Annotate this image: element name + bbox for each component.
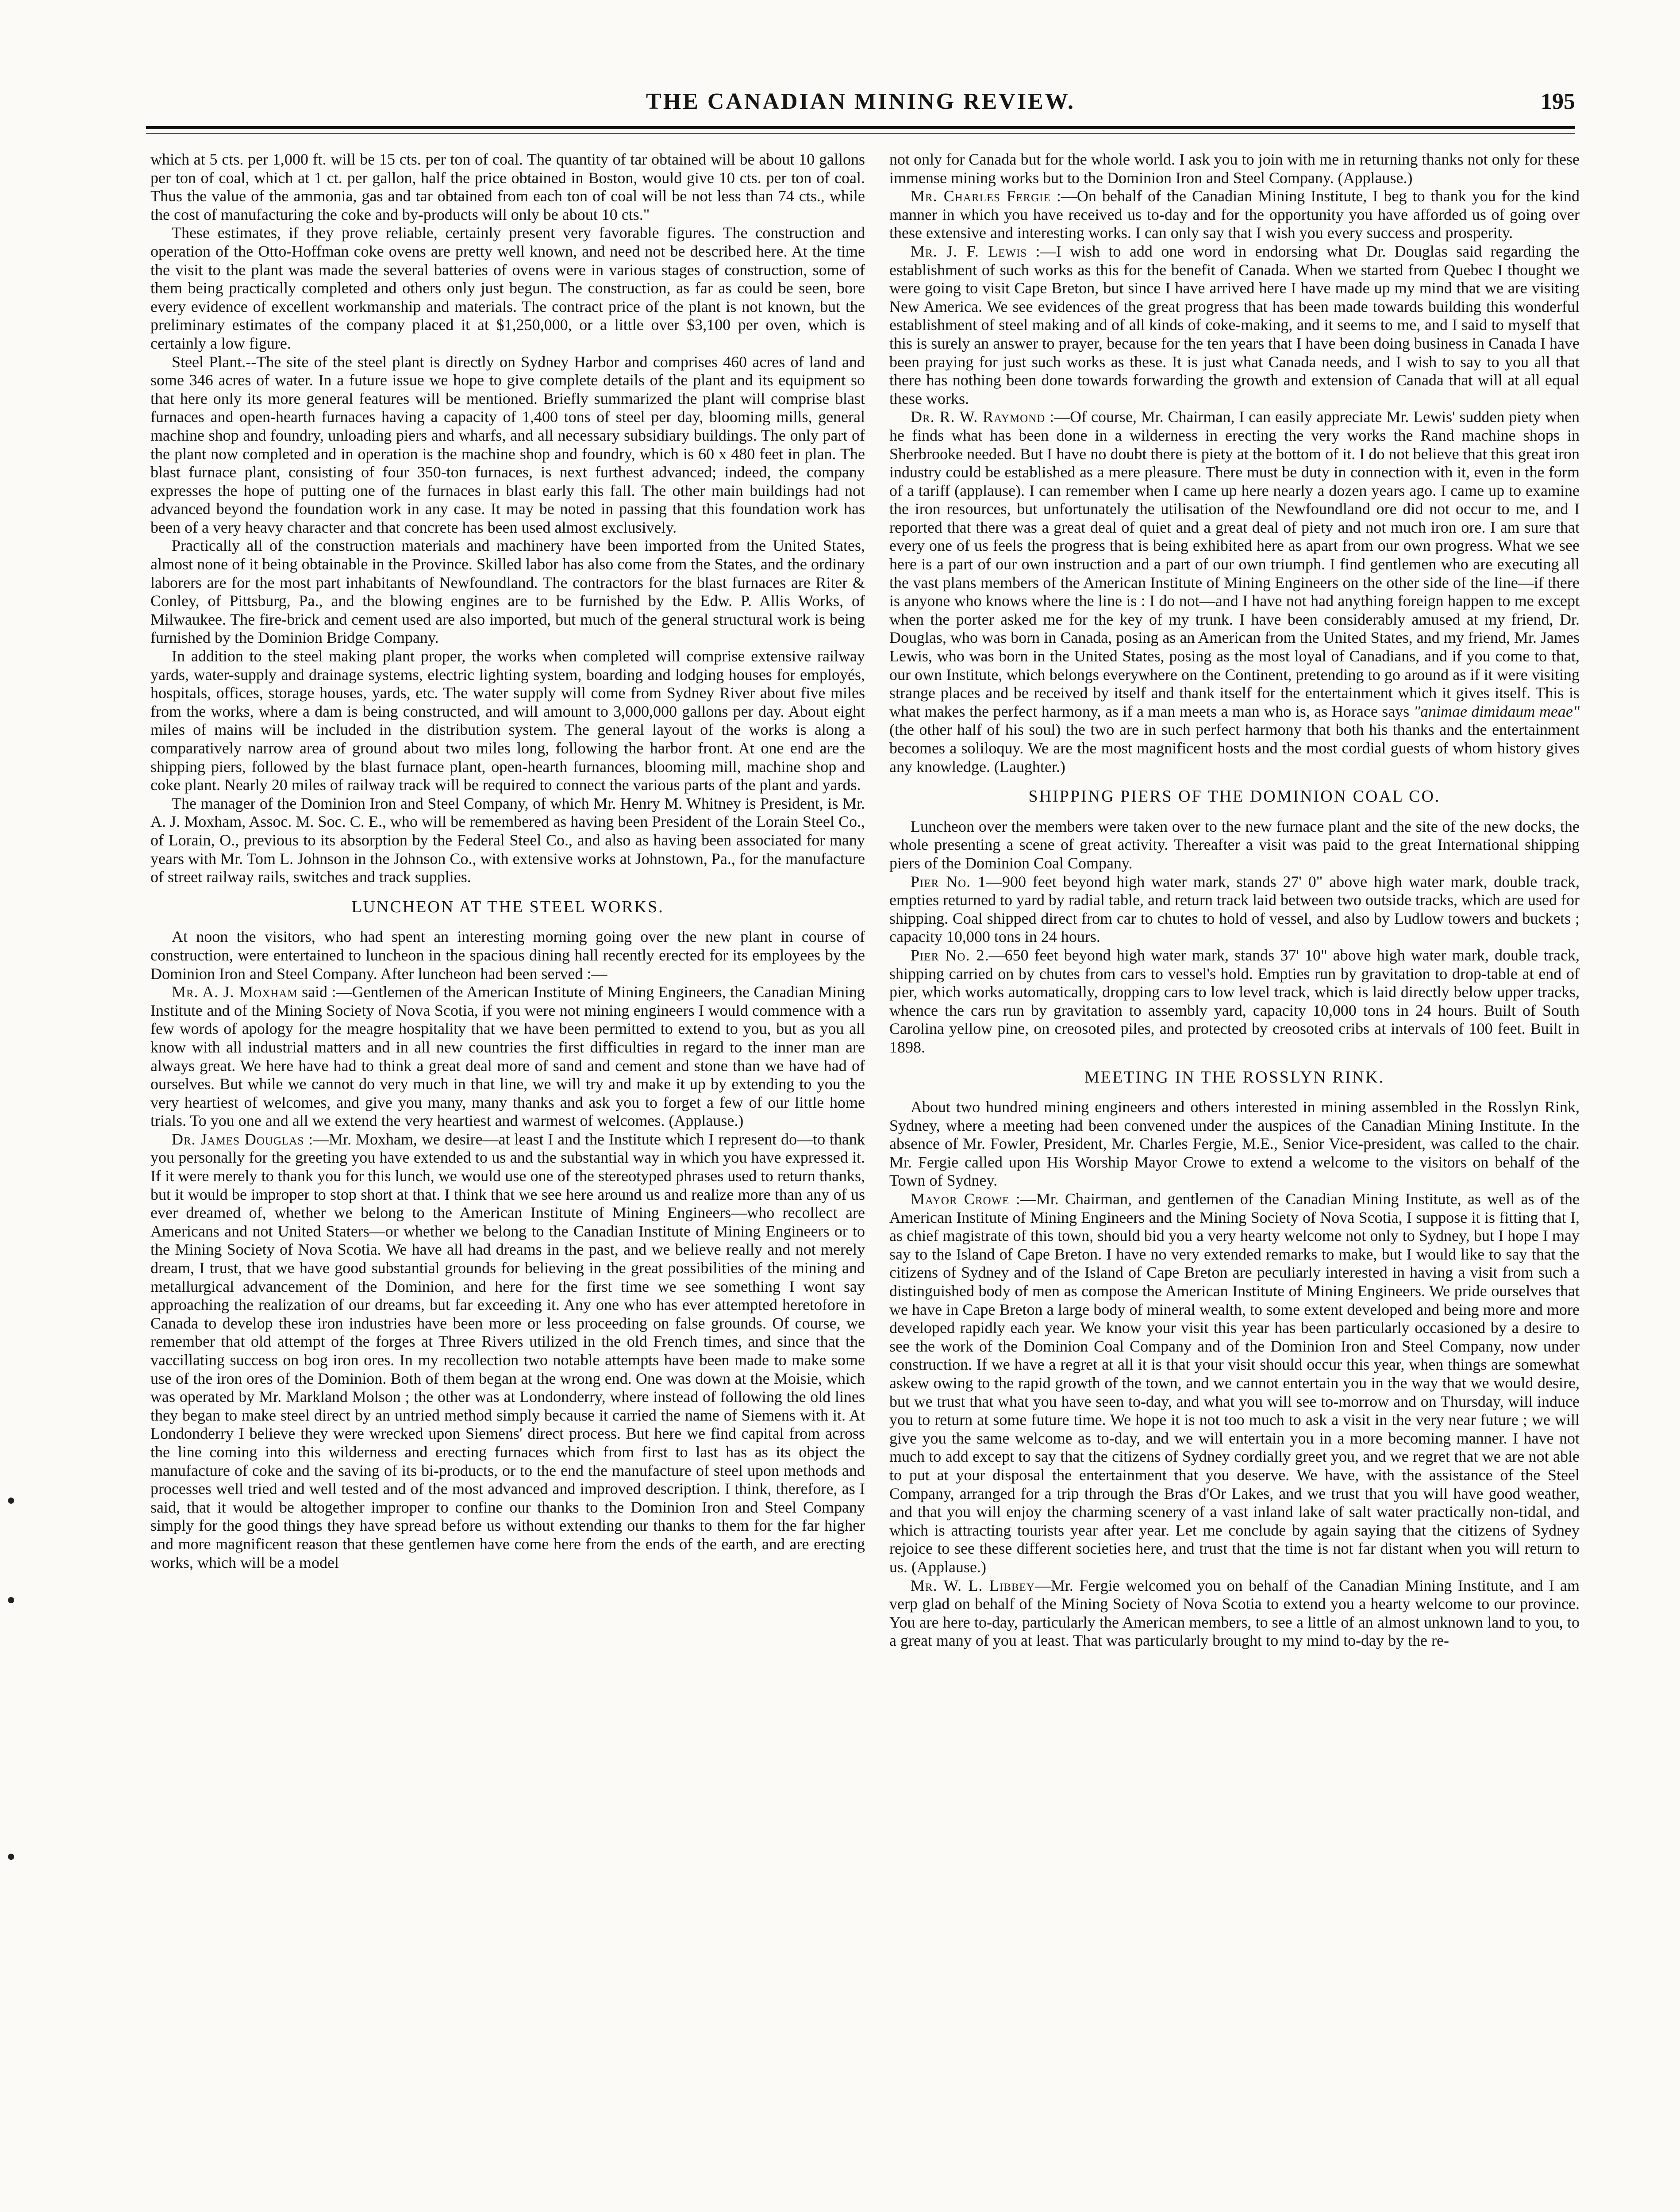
pier-text: —900 feet beyond high water mark, stands 27' 0" above high water mark, double track, empties returned to yard by radial table, and return track laid between two outside tracks, which are used for shipping. Coal shipped direct from car to chutes to hold of vessel, and also by Ludlow towers and buckets ; capacity 10,000 tons in 24 hours. xyxy=(889,872,1580,946)
margin-dot xyxy=(8,1854,14,1860)
paragraph: not only for Canada but for the whole world. I ask you to join with me in returning thanks not only for these immense mining works but to the Dominion Iron and Steel Company. (Applause.) xyxy=(889,150,1580,187)
journal-title: THE CANADIAN MINING REVIEW. xyxy=(646,89,1075,114)
page-number: 195 xyxy=(1541,89,1575,114)
speaker-name: Mr. W. L. Libbey xyxy=(911,1576,1035,1594)
pier-label: Pier No. 2 xyxy=(911,946,985,964)
speaker-name: Mr. Charles Fergie xyxy=(911,187,1051,205)
speech-text: :—Mr. Moxham, we desire—at least I and the Institute which I represent do—to thank you personally for the greeting you have extended to us and the substantial way in which you have expressed it. If it were merely to thank you for this lunch, we would use one of the stereotyped phrases used to return thanks, but it would be improper to stop short at that. I think that we see here around us and realize more than any of us ever dreamed of, whether we belong to the American Institute of Mining Engineers—who recollect are Americans and not United Staters—or whether we belong to the Canadian Institute of Mining Engineers or to the Mining Society of Nova Scotia. We have all had dreams in the past, and we believe really and not merely dream, I trust, that we have good substantial grounds for believing in the great possibilities of the mining and metallurgical advancement of the Dominion, and here for the first time we see something I wont say approaching the realization of our dreams, but far exceeding it. Any one who has ever attempted heretofore in Canada to develop these iron industries have been more or less proceeding on false grounds. Of course, we remember that old attempt of the forges at Three Rivers utilized in the old French times, and since that the vaccillating success on bog iron ores. In my recollection two notable attempts have been made to make some use of the iron ores of the Dominion. Both of them began at the wrong end. One was down at the Moisie, which was operated by Mr. Markland Molson ; the other was at Londonderry, where instead of following the old lines they began to make steel direct by an untried method simply because it carried the name of Siemens with it. At Londonderry I believe they were wrecked upon Siemens' direct process. But here we find capital from across the line coming into this wilderness and erecting furnaces which from first to last has as its object the manufacture of coke and the saving of its bi-products, or to the end the manufacture of steel upon methods and processes well tried and well tested and of the most advanced and improved description. I think, therefore, as I said, that it would be altogether improper to confine our thanks to the Dominion Iron and Steel Company simply for the good things they have spread before us without extending our thanks to them for the far higher and more magnificent reason that these gentlemen have come here from the ends of the earth, and are erecting works, which will be a model xyxy=(150,1130,865,1571)
speech-text: :—I wish to add one word in endorsing what Dr. Douglas said regarding the establishment of such works as this for the benefit of Canada. When we started from Quebec I thought we were going to visit Cape Breton, but since I have arrived here I have made up my mind that we are visiting New America. We see evidences of the great progress that has been made towards building this wonderful establishment of steel making and of all kinds of coke-making, and it seems to me, and I said to myself that this is surely an answer to prayer, because for the ten years that I have been doing business in Canada I have been praying for just such works as these. It is just what Canada needs, and I wish to say to you all that there has nothing been done towards forwarding the growth and extension of Canada that will at all equal these works. xyxy=(889,242,1580,407)
speech-paragraph xyxy=(889,408,1580,776)
speaker-name: Mr. J. F. Lewis xyxy=(911,242,1027,260)
pier-paragraph xyxy=(889,946,1580,1057)
pier-label: Pier No. 1 xyxy=(911,872,986,891)
speech-text: said :—Gentlemen of the American Institute of Mining Engineers, the Canadian Mining Institute and of the Mining Society of Nova Scotia, if you were not mining engineers I would commence with a few words of apology for the meagre hospitality that we have been permitted to extend to you, but as you all know with all industrial matters and in all new countries the first difficulties in regard to the inner man are always great. We here have had to think a great deal more of sand and cement and stone than we have had of ourselves. But while we cannot do very much in that line, we will try and make it up by extending to you the very heartiest of welcomes, and give you many, many thanks and ask you to forget a few of our little home trials. To you one and all we extend the very heartiest and warmest of welcomes. (Applause.) xyxy=(150,983,865,1130)
pier-paragraph xyxy=(889,873,1580,946)
speaker-name: Dr. R. W. Raymond xyxy=(911,408,1046,426)
speech-text: :—Mr. Chairman, and gentlemen of the Canadian Mining Institute, as well as of the American Institute of Mining Engineers and the Mining Society of Nova Scotia, I suppose it is fitting that I, as chief magistrate of this town, should bid you a very hearty welcome not only to Sydney, but I hope I may say to the Island of Cape Breton. I have no very extended remarks to make, but I would like to say that the citizens of Sydney and of the Island of Cape Breton are peculiarly interested in having a visit from such a distinguished body of men as compose the American Institute of Mining Engineers. We pride ourselves that we have in Cape Breton a large body of mineral wealth, to some extent developed and being more and more developed rapidly each year. We know your visit this year has been particularly occasioned by a desire to see the work of the Dominion Coal Company and of the Dominion Iron and Steel Company, now under construction. If we have a regret at all it is that your visit should occur this year, when things are somewhat askew owing to the rapid growth of the town, and we cannot entertain you in the way that we would desire, but we trust that what you have seen to-day, and what you will see to-morrow and on Thursday, will induce you to return at some future time. We hope it is not too much to ask a visit in the very near future ; we will give you the same welcome as to-day, and we will entertain you in a more becoming manner. I have not much to add except to say that the citizens of Sydney cordially greet you, and we regret that we are not able to put at your disposal the entertainment that you deserve. We have, with the assistance of the Steel Company, arranged for a trip through the Bras d'Or Lakes, and we trust that you will have good weather, and that you will enjoy the charming scenery of a vast inland lake of salt water practically non-tidal, and which is attracting tourists year after year. Let me conclude by again saying that the citizens of Sydney rejoice to see these different societies here, and trust that the time is not far distant when you will return to us. (Applause.) xyxy=(889,1190,1580,1576)
margin-dot xyxy=(8,1597,14,1603)
header-rule-thin xyxy=(146,133,1575,134)
section-heading: SHIPPING PIERS OF THE DOMINION COAL CO. xyxy=(1028,787,1441,806)
right-column xyxy=(889,150,1580,2212)
speech-paragraph xyxy=(889,187,1580,242)
speech-paragraph xyxy=(889,1577,1580,1650)
section-heading: MEETING IN THE ROSSLYN RINK. xyxy=(1084,1068,1384,1087)
speech-paragraph xyxy=(889,242,1580,408)
margin-dot xyxy=(8,1498,14,1504)
paragraph: Luncheon over the members were taken over to the new furnace plant and the site of the new docks, the whole presenting a scene of great activity. Thereafter a visit was paid to the great International shipping piers of the Dominion Coal Company. xyxy=(889,817,1580,872)
speech-paragraph xyxy=(150,1130,865,1572)
speech-text: :—On behalf of the Canadian Mining Institute, I beg to thank you for the kind manner in which you have received us to-day and for the opportunity you have afforded us of going over these extensive and interesting works. I can only say that I wish you every success and prosperity. xyxy=(889,187,1580,242)
header-rule-thick xyxy=(146,126,1575,129)
speaker-name: Mayor Crowe xyxy=(911,1190,1010,1208)
speech-paragraph xyxy=(150,983,865,1130)
speech-text: (the other half of his soul) the two are in such perfect harmony that both his thanks and the entertainment becomes a soliloquy. We are the most magnificent hosts and the most cordial guests of whom history gives any knowledge. (Laughter.) xyxy=(889,721,1580,776)
speaker-name: Mr. A. J. Moxham xyxy=(172,983,298,1001)
paragraph: In addition to the steel making plant proper, the works when completed will comprise extensive railway yards, water-supply and drainage systems, electric lighting system, boarding and lodging houses for employés, hospitals, offices, storage houses, yards, etc. The water supply will come from Sydney River about five miles from the works, where a dam is being constructed, and will amount to 3,000,000 gallons per day. About eight miles of mains will be included in the distribution system. The general layout of the works is along a comparatively narrow area of ground about two miles long, following the harbor front. At one end are the shipping piers, followed by the blast furnace plant, open-hearth furnances, blooming mill, machine shop and coke plant. Nearly 20 miles of railway track will be required to connect the various parts of the plant and yards. xyxy=(150,647,865,794)
latin-quote: "animae dimidaum meae" xyxy=(1413,702,1580,720)
paragraph: The manager of the Dominion Iron and Steel Company, of which Mr. Henry M. Whitney is President, is Mr. A. J. Moxham, Assoc. M. Soc. C. E., who will be remembered as having been President of the Lorain Steel Co., of Lorain, O., previous to its absorption by the Federal Steel Co., and also as having been associated for many years with Mr. Tom L. Johnson in the Johnson Co., with extensive works at Johnstown, Pa., for the manufacture of street railway rails, switches and track supplies. xyxy=(150,794,865,886)
left-column xyxy=(150,150,865,2212)
speaker-name: Dr. James Douglas xyxy=(172,1130,304,1148)
running-header xyxy=(146,88,1575,119)
pier-text: .—650 feet beyond high water mark, stands 37' 10" above high water mark, double track, shipping carried on by chutes from cars to vessel's hold. Empties run by gravitation to drop-table at end of pier, which works automatically, dropping cars to low level track, which is laid directly below upper tracks, whence the cars run by gravitation to assembly yard, capacity 10,000 tons in 24 hours. Built of South Carolina yellow pine, on creosoted piles, and protected by creosoted cribs at intervals of 100 feet. Built in 1898. xyxy=(889,946,1580,1056)
speech-text: —Mr. Fergie welcomed you on behalf of the Canadian Mining Institute, and I am verp glad on behalf of the Mining Society of Nova Scotia to extend you a hearty welcome to our province. You are here to-day, particularly the American members, to see a little of an almost unknown land to you, to a great many of you at least. That was particularly brought to my mind to-day by the re- xyxy=(889,1576,1580,1650)
speech-text: :—Of course, Mr. Chairman, I can easily appreciate Mr. Lewis' sudden piety when he finds what has been done in a wilderness in erecting the very works the Rand machine shops in Sherbrooke needed. But I have no doubt there is piety at the bottom of it. I do not believe that this great iron industry could be established as a mere pleasure. There must be duty in connection with it, even in the form of a tariff (applause). I can remember when I came up here nearly a dozen years ago. I came up to examine the iron resources, but unfortunately the utilisation of the Newfoundland ore did not occur to me, and I reported that there was a great deal of quiet and a great deal of piety and not much iron ore. I am sure that every one of us feels the progress that is being exhibited here as apart from our own progress. What we see here is a part of our own instruction and a part of our own triumph. I find gentlemen who are executing all the vast plans members of the American Institute of Mining Engineers on the other side of the line—if there is anyone who knows where the line is : I do not—and I have not had anything foreign happen to me except when the porter asked me for the key of my trunk. I have been considerably amused at my friend, Dr. Douglas, who was born in Canada, posing as an American from the United States, and my friend, Mr. James Lewis, who was born in the United States, posing as the most loyal of Canadians, and if you come to that, our own Institute, which belongs everywhere on the Continent, pretending to go around as if it were visiting strange places and be received by itself and thank itself for the entertainment which it gives itself. This is what makes the perfect harmony, as if a man meets a man who is, as Horace says xyxy=(889,408,1580,720)
paragraph: These estimates, if they prove reliable, certainly present very favorable figures. The construction and operation of the Otto-Hoffman coke ovens are pretty well known, and need not be described here. At the time the visit to the plant was made the several batteries of ovens were in various stages of construction, some of them being practically completed and others only just begun. The construction, as far as could be seen, bore every evidence of excellent workmanship and materials. The contract price of the plant is not known, but the preliminary estimates of the company placed it at $1,250,000, or a little over $3,100 per oven, which is certainly a low figure. xyxy=(150,224,865,352)
paragraph: At noon the visitors, who had spent an interesting morning going over the new plant in course of construction, were entertained to luncheon in the spacious dining hall recently erected for its employees by the Dominion Iron and Steel Company. After luncheon had been served :— xyxy=(150,928,865,983)
section-heading: LUNCHEON AT THE STEEL WORKS. xyxy=(351,897,664,916)
paragraph: Steel Plant.--The site of the steel plant is directly on Sydney Harbor and comprises 460 acres of land and some 346 acres of water. In a future issue we hope to give complete details of the plant and its equipment so that here only its more general features will be mentioned. Briefly summarized the plant will comprise blast furnaces and open-hearth furnaces having a capacity of 1,400 tons of steel per day, blooming mills, general machine shop and foundry, unloading piers and wharfs, and all necessary subsidiary buildings. The only part of the plant now completed and in operation is the machine shop and foundry, which is 60 x 480 feet in plan. The blast furnace plant, consisting of four 350-ton furnaces, is next furthest advanced; indeed, the company expresses the hope of putting one of the furnaces in blast early this fall. The other main buildings had not advanced beyond the foundation work in any case. It may be noted in passing that this foundation work has been of a very heavy character and that concrete has been used almost exclusively. xyxy=(150,353,865,536)
speech-paragraph xyxy=(889,1190,1580,1576)
paragraph: Practically all of the construction materials and machinery have been imported from the United States, almost none of it being obtainable in the Province. Skilled labor has also come from the States, and the ordinary laborers are for the most part inhabitants of Newfoundland. The contractors for the blast furnaces are Riter & Conley, of Pittsburg, Pa., and the blowing engines are to be furnished by the Edw. P. Allis Works, of Milwaukee. The fire-brick and cement used are also imported, but much of the general structural work is being furnished by the Dominion Bridge Company. xyxy=(150,537,865,647)
paragraph: About two hundred mining engineers and others interested in mining assembled in the Rosslyn Rink, Sydney, where a meeting had been convened under the auspices of the Canadian Mining Institute. In the absence of Mr. Fowler, President, Mr. Charles Fergie, M.E., Senior Vice-president, was called to the chair. Mr. Fergie called upon His Worship Mayor Crowe to extend a welcome to the visitors on behalf of the Town of Sydney. xyxy=(889,1098,1580,1190)
paragraph: which at 5 cts. per 1,000 ft. will be 15 cts. per ton of coal. The quantity of tar obtained will be about 10 gallons per ton of coal, which at 1 ct. per gallon, half the price obtained in Boston, would give 10 cts. per ton of coal. Thus the value of the ammonia, gas and tar obtained from each ton of coal will be not less than 74 cts., while the cost of manufacturing the coke and by-products will only be about 10 cts." xyxy=(150,150,865,223)
